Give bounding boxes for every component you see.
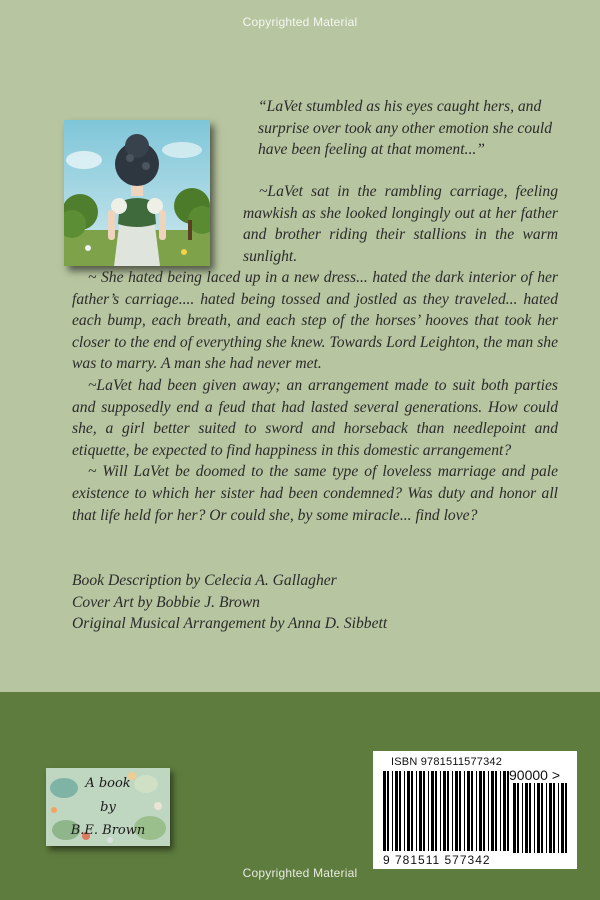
isbn-label: ISBN 9781511577342 xyxy=(391,756,503,768)
credit-music: Original Musical Arrangement by Anna D. Sibbett xyxy=(72,615,388,633)
credits-block xyxy=(72,570,387,635)
credit-cover-art: Cover Art by Bobbie J. Brown xyxy=(72,593,260,611)
barcode-bar xyxy=(488,771,489,851)
barcode-bar xyxy=(534,783,535,853)
barcode-bar xyxy=(513,783,516,853)
barcode-bar xyxy=(476,771,477,851)
barcode-bar xyxy=(419,771,422,851)
barcode-bar xyxy=(479,771,482,851)
barcode-bar xyxy=(407,771,410,851)
barcode-bar xyxy=(537,783,540,853)
barcode-bar xyxy=(431,771,434,851)
barcode-bar xyxy=(440,771,441,851)
barcode-bar xyxy=(435,771,437,851)
badge-line-3: B.E. Brown xyxy=(70,823,146,838)
barcode-bar xyxy=(467,771,470,851)
barcode-bar xyxy=(428,771,429,851)
isbn-digits: 9 781511 577342 xyxy=(383,853,491,867)
description-paragraph-3: ~LaVet had been given away; an arrangement made to suit both parties and supposedly end a feud that had lasted several generations. How could she, a girl better suited to sword and horseback than needlepoint and etiquette, be expected to find happiness in this domestic arrangement? xyxy=(72,376,558,459)
barcode-bar xyxy=(517,783,519,853)
badge-line-2: by xyxy=(100,800,116,815)
barcode-bar xyxy=(525,783,528,853)
barcode-bar xyxy=(500,771,501,851)
barcode-bar xyxy=(503,771,506,851)
barcode-bar xyxy=(447,771,449,851)
barcode-bar xyxy=(491,771,494,851)
barcode-bar xyxy=(565,783,567,853)
description-paragraph-4: ~ Will LaVet be doomed to the same type of loveless marriage and pale existence to which her sister had been condemned? Was duty and honor all that life held for her? Or could she, by some miracle... find love? xyxy=(72,463,558,524)
barcode-bar xyxy=(558,783,559,853)
description-body xyxy=(72,267,558,526)
badge-line-1: A book xyxy=(85,776,131,791)
description-paragraph-1: ~LaVet sat in the rambling carriage, feeling mawkish as she looked longingly out at her father and brother riding their stallions in the warm sunlight. xyxy=(243,183,558,265)
barcode-bars-addon xyxy=(513,783,571,853)
barcode-bar xyxy=(399,771,401,851)
barcode-bar xyxy=(423,771,425,851)
price-code: 90000 > xyxy=(509,767,560,783)
barcode-bar xyxy=(522,783,523,853)
author-badge xyxy=(46,768,170,846)
barcode-bar xyxy=(455,771,458,851)
isbn-barcode xyxy=(373,751,577,869)
barcode-bar xyxy=(392,771,393,851)
barcode-bar xyxy=(464,771,465,851)
barcode-bar xyxy=(553,783,555,853)
description-paragraph-2: ~ She hated being laced up in a new dress... hated the dark interior of her father’s carriage.... hated being tossed and jostled as they traveled... hated each bump, each breath, and each step of the horses’ hooves that took her closer to the end of everything she knew. Towards Lord Leighton, the man she was to marry. A man she had never met. xyxy=(72,269,558,373)
barcode-bar xyxy=(383,771,386,851)
barcode-bar xyxy=(416,771,417,851)
barcode-bar xyxy=(395,771,398,851)
barcode-bar xyxy=(546,783,547,853)
barcode-bar xyxy=(561,783,564,853)
copyright-watermark-top: Copyrighted Material xyxy=(242,15,358,29)
barcode-bar xyxy=(404,771,405,851)
barcode-bar xyxy=(471,771,473,851)
barcode-bars-main xyxy=(383,771,511,851)
barcode-bar xyxy=(529,783,531,853)
cover-illustration xyxy=(64,120,210,266)
opening-quote: “LaVet stumbled as his eyes caught hers, and surprise over took any other emotion she could have been feeling at that moment...” xyxy=(258,98,553,159)
copyright-watermark-bottom: Copyrighted Material xyxy=(242,866,358,880)
barcode-bar xyxy=(459,771,461,851)
barcode-bar xyxy=(549,783,552,853)
barcode-bar xyxy=(541,783,543,853)
credit-description: Book Description by Celecia A. Gallagher xyxy=(72,572,337,589)
barcode-bar xyxy=(507,771,509,851)
girl-painting-image xyxy=(64,120,210,266)
barcode-bar xyxy=(483,771,485,851)
barcode-bar xyxy=(443,771,446,851)
barcode-bar xyxy=(411,771,413,851)
barcode-bar xyxy=(452,771,453,851)
barcode-bar xyxy=(387,771,389,851)
barcode-bar xyxy=(495,771,497,851)
